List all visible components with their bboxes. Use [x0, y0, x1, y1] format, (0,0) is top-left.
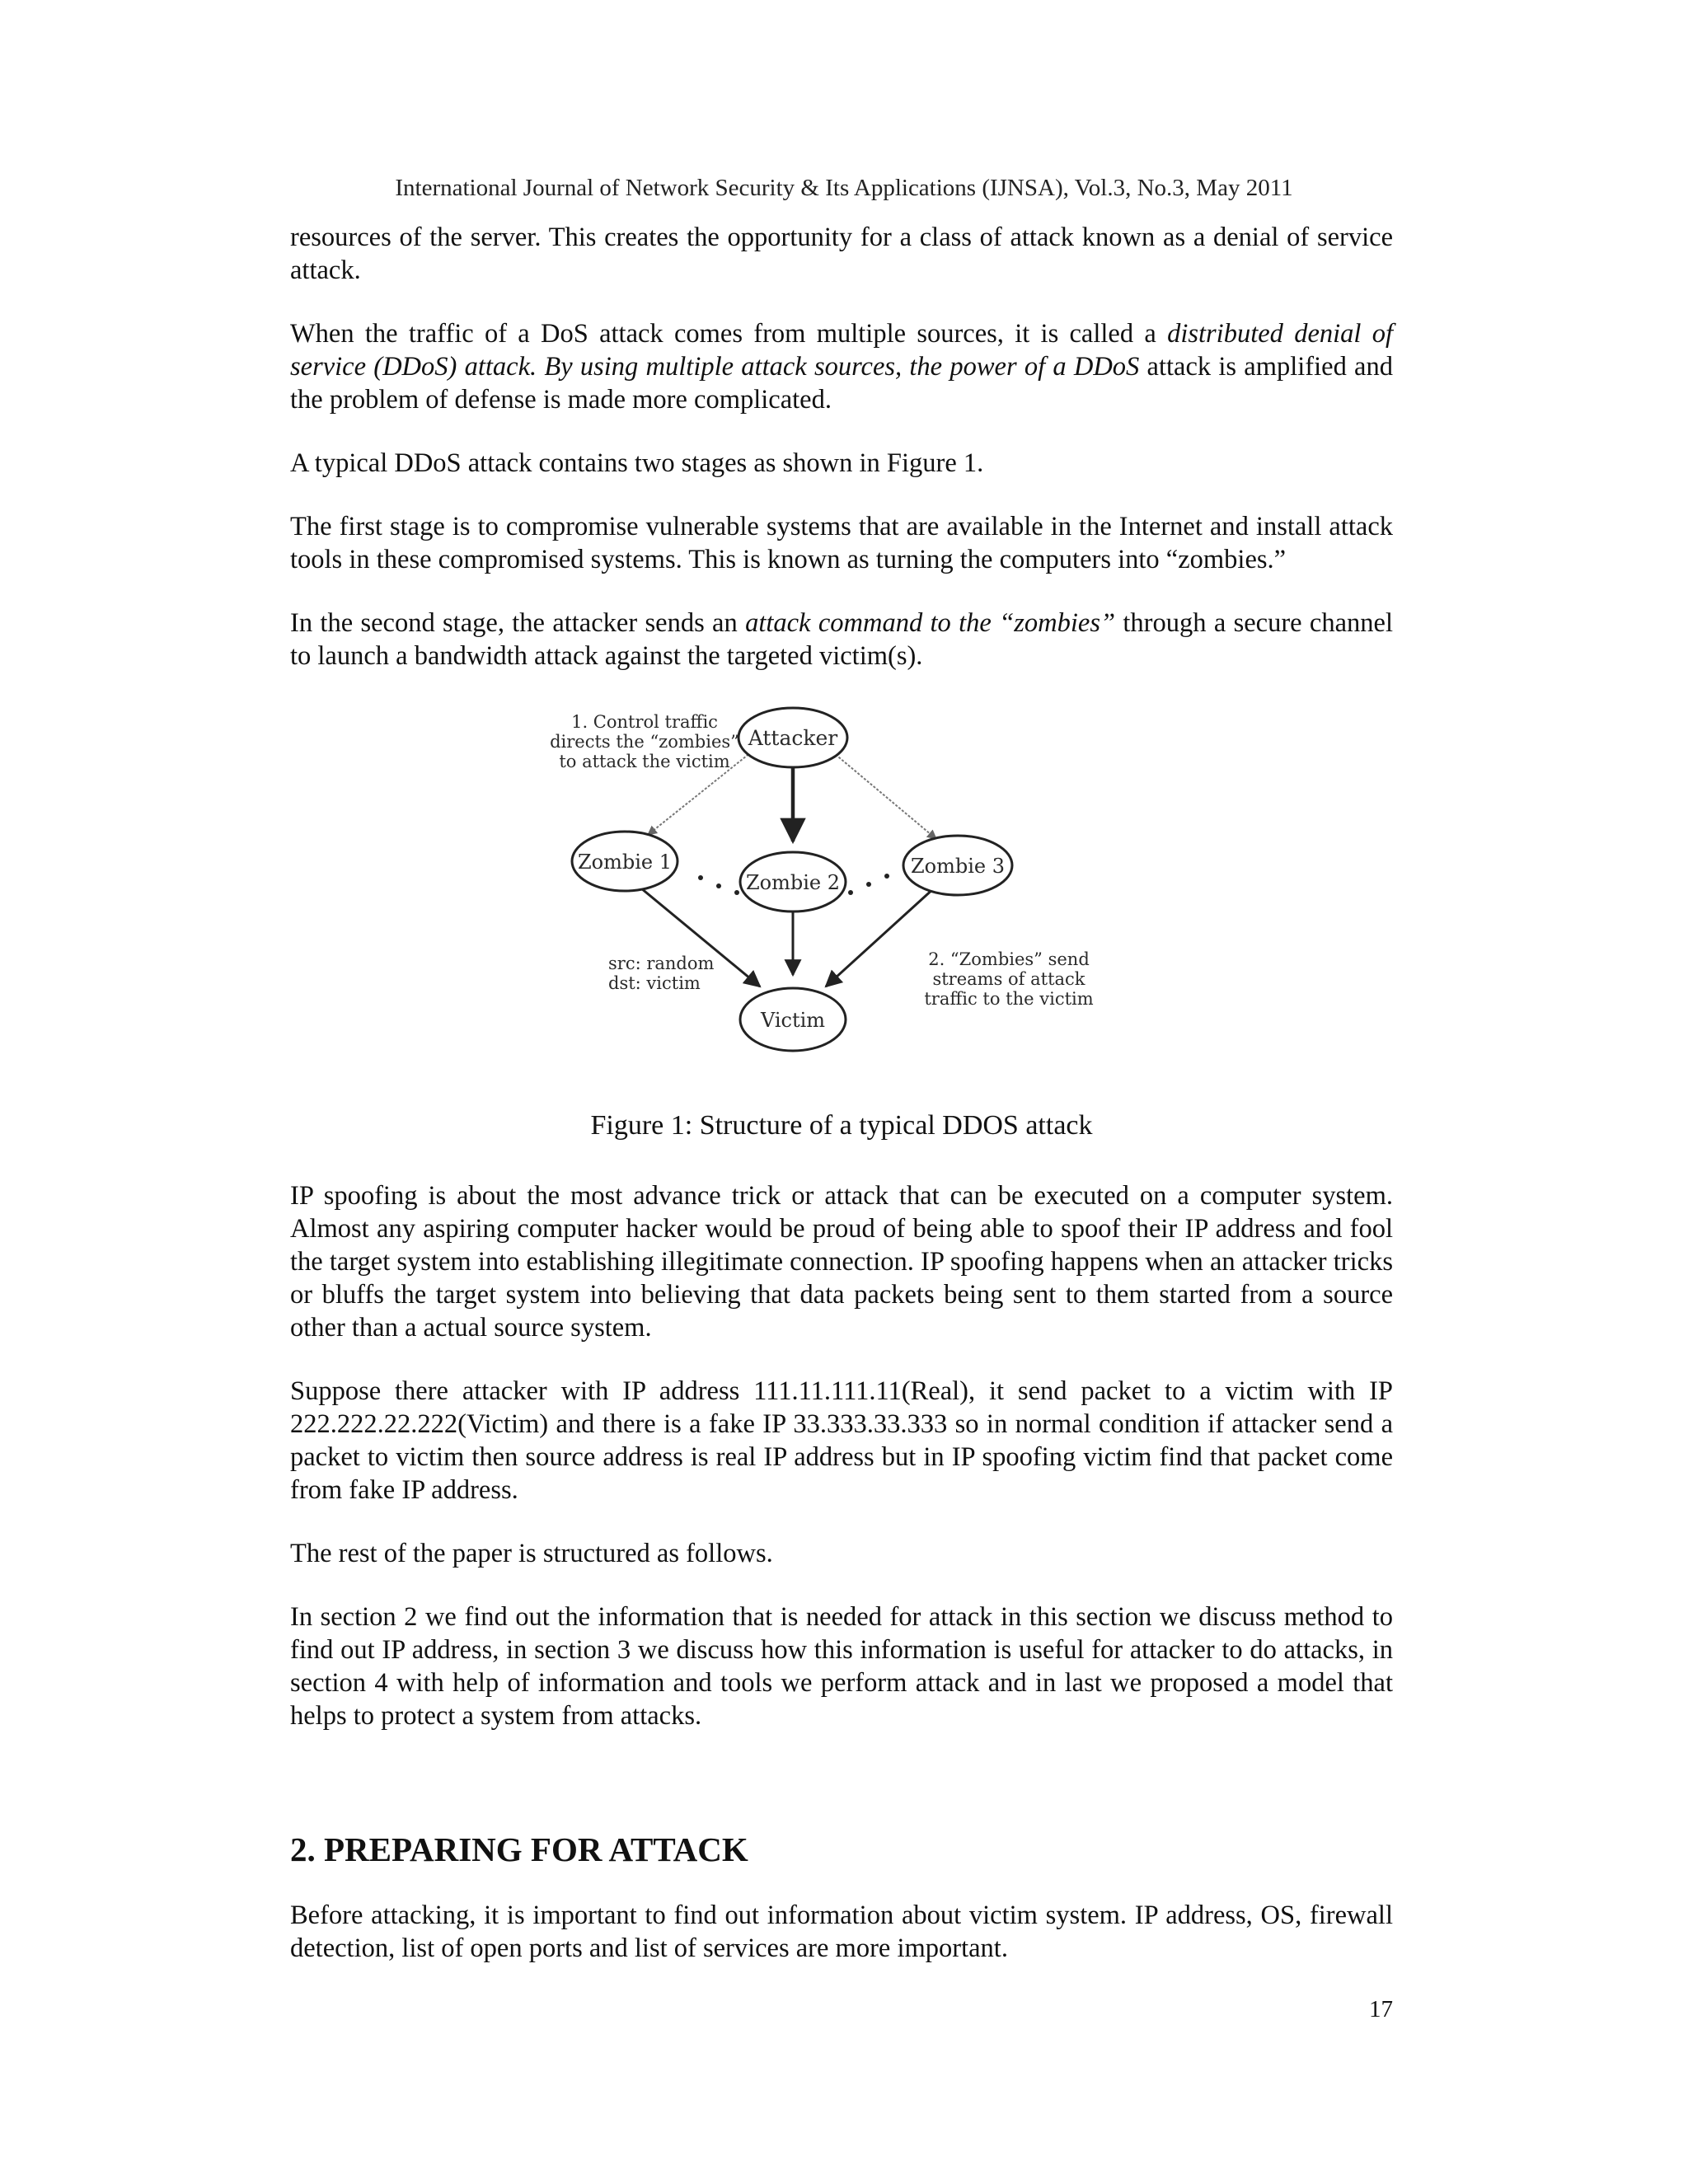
section-heading: 2. PREPARING FOR ATTACK [290, 1830, 748, 1868]
paragraph: resources of the server. This creates the opportunity for a class of attack known as a denial of service attack. [290, 223, 1393, 285]
paragraph: IP spoofing is about the most advance trick or attack that can be executed on a computer system. Almost any aspiring computer hacker would be proud of being able to spoof their IP address and fool the target system into establishing illegitimate connection. IP spoofing happens when an attacker tricks or bluffs the target system into believing that data packets being sent to them started from a source other than a actual source system. [290, 1181, 1393, 1343]
node-victim-label: Victim [760, 1009, 826, 1032]
annotation-zombies-send [924, 949, 1093, 1009]
running-header: International Journal of Network Security & Its Applications (IJNSA), Vol.3, No.3, May 2011 [395, 175, 1293, 201]
ddos-diagram [550, 703, 1111, 1071]
page-body [290, 221, 1393, 1995]
annotation-line: 1. Control traffic [571, 712, 718, 732]
text-run: attack is amplified and the problem of defense is made more complicated. [290, 352, 1393, 415]
node-zombie2 [740, 852, 846, 912]
paragraph-ddos-definition [290, 317, 1393, 416]
node-zombie3-label: Zombie 3 [910, 855, 1006, 878]
control-arrow-to-zombie3 [829, 749, 936, 839]
text-run: through a secure channel to launch a bandwidth attack against the targeted victim(s). [290, 608, 1393, 671]
paragraph: Suppose there attacker with IP address 111.11.111.11(Real), it send packet to a victim with IP 222.222.22.222(Victim) and there is a fake IP 33.333.33.333 so in normal condition if attacker send a packet to victim then source address is real IP address but in IP spoofing victim find that packet come from fake IP address. [290, 1376, 1393, 1505]
annotation-control-traffic [550, 712, 739, 771]
figure-caption: Figure 1: Structure of a typical DDOS attack [590, 1110, 1093, 1141]
paragraph: In section 2 we find out the information that is needed for attack in this section we discuss method to find out IP address, in section 3 we discuss how this information is useful for attacker to do attacks, in section 4 with help of information and tools we perform attack and in last we proposed a model that helps to protect a system from attacks. [290, 1602, 1393, 1731]
annotation-src-dst [608, 954, 714, 993]
text-run: In the second stage, the attacker sends an [290, 608, 746, 638]
paragraph: The first stage is to compromise vulnerable systems that are available in the Internet and install attack tools in these compromised systems. This is known as turning the computers into “zombies.” [290, 512, 1393, 574]
annotation-line: traffic to the victim [924, 989, 1094, 1009]
node-attacker-label: Attacker [748, 726, 838, 750]
node-victim [740, 988, 846, 1051]
attack-arrow-zombie3-victim [826, 888, 935, 987]
node-zombie1 [572, 832, 678, 891]
paragraph: A typical DDoS attack contains two stages as shown in Figure 1. [290, 448, 984, 478]
italic-term: attack command to the “zombies” [745, 608, 1116, 638]
text-run: When the traffic of a DoS attack comes from multiple sources, it is called a [290, 319, 1168, 349]
node-zombie3 [903, 836, 1012, 895]
node-attacker [738, 708, 847, 767]
paragraph: Before attacking, it is important to find out information about victim system. IP address, OS, firewall detection, list of open ports and list of services are more important. [290, 1900, 1393, 1963]
annotation-line: directs the “zombies” [550, 732, 739, 752]
annotation-line: dst: victim [608, 973, 701, 993]
annotation-line: src: random [608, 954, 715, 973]
annotation-line: 2. “Zombies” send [928, 949, 1090, 969]
figure-ddos-structure [290, 703, 1393, 1099]
annotation-line: to attack the victim [559, 752, 730, 771]
italic-term: distributed denial of service (DDoS) attack. By using multiple attack sources, the power of a DDoS [290, 319, 1393, 382]
node-zombie1-label: Zombie 1 [577, 851, 673, 874]
paragraph-second-stage [290, 607, 1393, 673]
node-zombie2-label: Zombie 2 [745, 871, 841, 894]
page-number: 17 [1369, 1996, 1393, 2022]
paragraph: The rest of the paper is structured as follows. [290, 1539, 773, 1568]
annotation-line: streams of attack [932, 969, 1085, 989]
